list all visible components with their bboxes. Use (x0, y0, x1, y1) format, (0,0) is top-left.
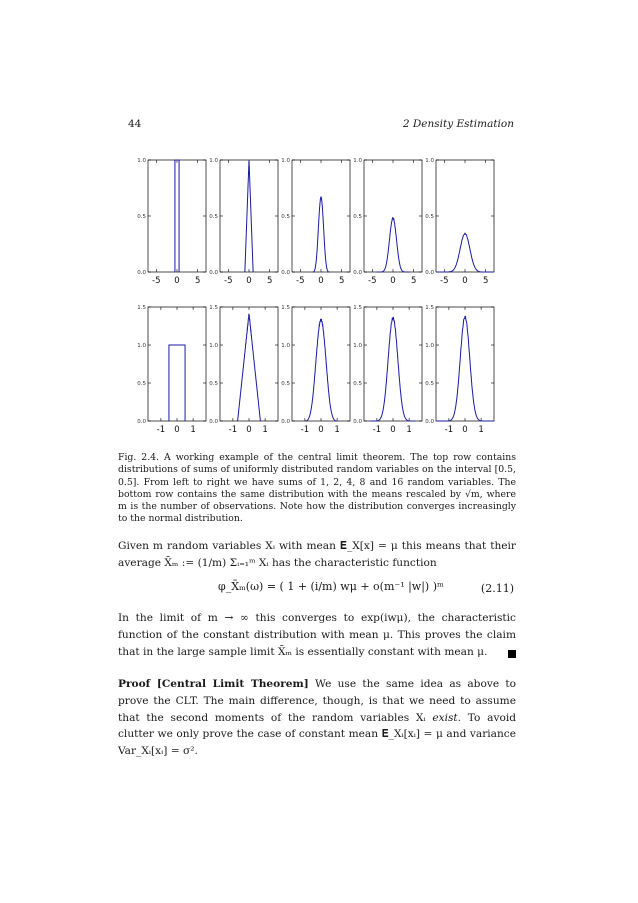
bottom-panel-1-density-curve (169, 345, 185, 421)
top-panel-4-xtick-label: 5 (411, 276, 417, 286)
top-panel-3-xtick-label: -5 (296, 276, 305, 286)
bottom-panel-1-frame (148, 307, 206, 421)
bottom-panel-2-ytick-label: 1.5 (209, 305, 218, 311)
bottom-panel-2-ytick-label: 0.0 (209, 419, 218, 425)
top-panel-1-frame (148, 160, 206, 272)
bottom-panel-4-xtick-label: 0 (390, 425, 396, 435)
top-panel-1-xtick-label: -5 (152, 276, 161, 286)
bottom-panel-2-ytick-label: 1.0 (209, 343, 218, 349)
proof-clt (118, 676, 516, 760)
bottom-panel-2-frame (220, 307, 278, 421)
bottom-panel-5-ytick-label: 0.0 (425, 419, 434, 425)
top-panel-1-xtick-label: 5 (195, 276, 201, 286)
top-panel-5-ytick-label: 0.5 (425, 214, 434, 220)
top-panel-5-frame (436, 160, 494, 272)
bottom-panel-3-ytick-label: 1.5 (281, 305, 290, 311)
bottom-panel-3-xtick-label: 0 (318, 425, 324, 435)
bottom-panel-4-xtick-label: 1 (406, 425, 412, 435)
proof-text-1: We use the same idea as above to prove the CLT. The main difference, though, is that we need to assume that the second moments of the random variables Xᵢ (118, 678, 516, 724)
proof-emphasis: exist (432, 711, 458, 724)
top-panel-2-ytick-label: 0.0 (209, 270, 218, 276)
top-panel-3-ytick-label: 0.5 (281, 214, 290, 220)
top-panel-3-ytick-label: 0.0 (281, 270, 290, 276)
equation-number: (2.11) (480, 582, 514, 595)
bottom-panel-1-ytick-label: 1.5 (137, 305, 146, 311)
top-panel-1-ytick-label: 1.0 (137, 158, 146, 164)
running-title: 2 Density Estimation (402, 118, 514, 130)
bottom-panel-2-xtick-label: 0 (246, 425, 252, 435)
top-panel-5-ytick-label: 0.0 (425, 270, 434, 276)
top-panel-1-xtick-label: 0 (174, 276, 180, 286)
proof-heading: Proof [Central Limit Theorem] (118, 678, 309, 690)
figure-2-4 (118, 150, 518, 445)
bottom-panel-5-ytick-label: 1.5 (425, 305, 434, 311)
bottom-panel-3-frame (292, 307, 350, 421)
figure-caption (118, 452, 516, 526)
bottom-panel-1-ytick-label: 1.0 (137, 343, 146, 349)
caption-text-1: A working example of the central limit theorem. The top row contains distributions of sums of uniformly distributed random variables on the interval [0.5, 0.5]. From left to right we have sums of 1, 2, 4, 8 and 16 random variables. The bottom row contains the same distribution with the means rescaled by (118, 452, 516, 500)
top-panel-4-frame (364, 160, 422, 272)
top-panel-5-density-curve (436, 233, 494, 272)
bottom-panel-4-ytick-label: 1.0 (353, 343, 362, 349)
bottom-panel-5-frame (436, 307, 494, 421)
bottom-panel-4-frame (364, 307, 422, 421)
top-panel-2-ytick-label: 1.0 (209, 158, 218, 164)
top-panel-2-ytick-label: 0.5 (209, 214, 218, 220)
top-panel-2-xtick-label: 0 (246, 276, 252, 286)
bottom-panel-4-ytick-label: 0.5 (353, 381, 362, 387)
bottom-panel-1-ytick-label: 0.5 (137, 381, 146, 387)
paragraph-limit (118, 610, 516, 660)
bottom-panel-1-xtick-label: -1 (156, 425, 166, 435)
bottom-panel-3-density-curve (305, 319, 337, 421)
bottom-panel-4-ytick-label: 0.0 (353, 419, 362, 425)
bottom-panel-4-xtick-label: -1 (372, 425, 382, 435)
top-panel-5-xtick-label: -5 (440, 276, 449, 286)
bottom-panel-2-xtick-label: 1 (262, 425, 268, 435)
paragraph-limit-text: In the limit of m → ∞ this converges to exp(iwμ), the characteristic function of the constant distribution with mean μ. This proves the claim that in the large sample limit X̄ₘ is essentially constant with mean μ. (118, 612, 516, 658)
bottom-panel-4-density-curve (370, 317, 416, 421)
top-panel-1-density-curve (175, 160, 179, 272)
bottom-panel-5-density-curve (436, 316, 494, 421)
top-panel-3-frame (292, 160, 350, 272)
bottom-panel-1-xtick-label: 0 (174, 425, 180, 435)
top-panel-5-ytick-label: 1.0 (425, 158, 434, 164)
bottom-panel-2-ytick-label: 0.5 (209, 381, 218, 387)
top-panel-5-xtick-label: 5 (483, 276, 489, 286)
top-panel-3-xtick-label: 0 (318, 276, 324, 286)
top-panel-4-density-curve (376, 218, 409, 272)
equation-2-11 (118, 574, 516, 608)
top-panel-4-xtick-label: -5 (368, 276, 377, 286)
bottom-panel-5-xtick-label: -1 (444, 425, 454, 435)
bottom-panel-5-ytick-label: 0.5 (425, 381, 434, 387)
top-panel-2-frame (220, 160, 278, 272)
top-panel-2-xtick-label: 5 (267, 276, 273, 286)
bottom-panel-3-ytick-label: 0.5 (281, 381, 290, 387)
top-panel-3-xtick-label: 5 (339, 276, 345, 286)
top-panel-4-ytick-label: 1.0 (353, 158, 362, 164)
bottom-panel-3-xtick-label: -1 (300, 425, 310, 435)
top-panel-2-density-curve (245, 161, 253, 272)
paragraph-given: Given m random variables Xᵢ with mean 𝐄_X[x] = μ this means that their average X̄ₘ := (1/m) Σᵢ₌₁ᵐ Xᵢ has the characteristic function (118, 540, 516, 569)
bottom-panel-3-ytick-label: 0.0 (281, 419, 290, 425)
top-panel-1-ytick-label: 0.0 (137, 270, 146, 276)
top-panel-5-xtick-label: 0 (462, 276, 468, 286)
top-panel-3-density-curve (313, 197, 330, 272)
page-number: 44 (128, 118, 142, 130)
equation-body: φ_X̄ₘ(ω) = ( 1 + (i/m) wμ + o(m⁻¹ |w|) )ᵐ (218, 580, 444, 593)
clt-figure-plots (118, 150, 518, 445)
top-panel-1-ytick-label: 0.5 (137, 214, 146, 220)
proof-text-2: . To avoid clutter we only prove the case of constant mean 𝐄_Xᵢ[xᵢ] = μ and variance Var_Xᵢ[xᵢ] = σ². (118, 711, 516, 758)
top-panel-4-ytick-label: 0.0 (353, 270, 362, 276)
top-panel-2-xtick-label: -5 (224, 276, 233, 286)
bottom-panel-5-ytick-label: 1.0 (425, 343, 434, 349)
bottom-panel-3-ytick-label: 1.0 (281, 343, 290, 349)
top-panel-4-ytick-label: 0.5 (353, 214, 362, 220)
bottom-panel-5-xtick-label: 0 (462, 425, 468, 435)
bottom-panel-1-ytick-label: 0.0 (137, 419, 146, 425)
top-panel-4-xtick-label: 0 (390, 276, 396, 286)
caption-sqrt-m: √m (464, 488, 480, 500)
bottom-panel-2-xtick-label: -1 (228, 425, 238, 435)
caption-text-2: , where m is the number of observations. Note how the distribution converges increasingly to the normal distribution. (118, 488, 516, 525)
bottom-panel-3-xtick-label: 1 (334, 425, 340, 435)
top-panel-3-ytick-label: 1.0 (281, 158, 290, 164)
bottom-panel-5-xtick-label: 1 (478, 425, 484, 435)
caption-label: Fig. 2.4. (118, 452, 160, 463)
bottom-panel-4-ytick-label: 1.5 (353, 305, 362, 311)
bottom-panel-2-density-curve (238, 314, 261, 421)
qed-square-icon (508, 650, 516, 658)
bottom-panel-1-xtick-label: 1 (190, 425, 196, 435)
